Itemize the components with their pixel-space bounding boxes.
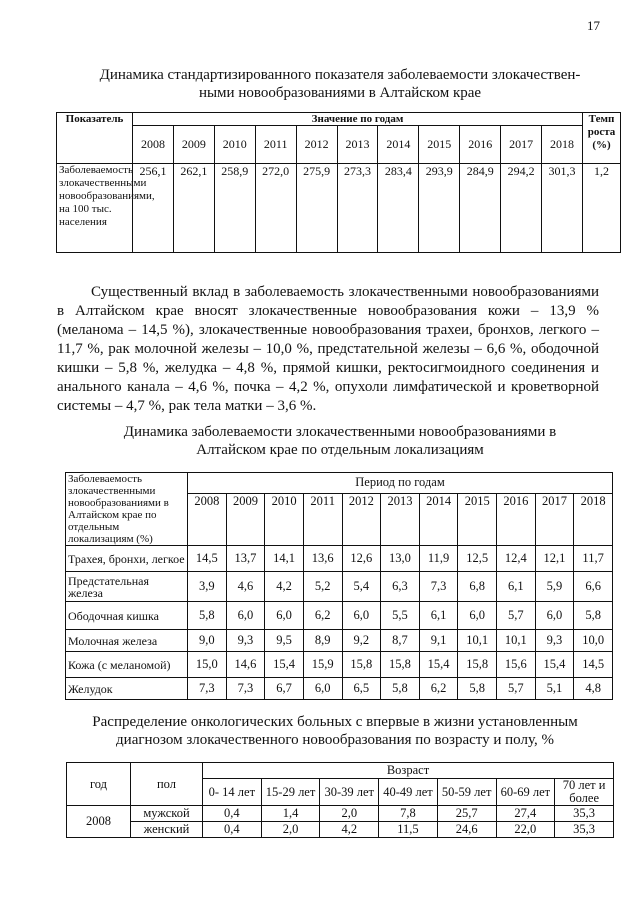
age-group-header: 0- 14 лет [203, 779, 262, 806]
table-row [66, 572, 613, 602]
age-group-header: 70 лет и более [555, 779, 614, 806]
value-cell: 9,5 [265, 630, 304, 652]
value-cell: 9,2 [342, 630, 381, 652]
value-cell: 272,0 [255, 164, 296, 253]
value-cell: 12,1 [535, 546, 574, 572]
age-sex-distribution-table [66, 762, 614, 838]
table-row [67, 806, 614, 822]
header-year: год [67, 763, 131, 806]
value-cell: 13,7 [226, 546, 265, 572]
year-header: 2010 [265, 493, 304, 545]
value-cell: 15,6 [497, 652, 536, 678]
value-cell: 5,7 [497, 602, 536, 630]
age-group-header: 40-49 лет [379, 779, 438, 806]
year-header: 2018 [542, 126, 583, 164]
year-header: 2011 [255, 126, 296, 164]
value-cell: 6,5 [342, 678, 381, 700]
paragraph-text: Существенный вклад в заболеваемость злокачественными новообразованиями в Алтайском крае вносят злокачественные новообразования кожи – 13,9 % (меланома – 14,5 %), злокачественные новообразования трахеи, бронхов, легкого – 11,7 %, рак молочной железы – 10,0 %, предстательной железы – 6,6 %, ободочной кишки – 5,8 %, желудка – 4,8 %, прямой кишки, ректосигмоидного соединения и анального канала – 4,6 %, почка – 4,2 %, опухоли лимфатической и кроветворной системы – 4,7 %, рак тела матки – 3,6 %. [57, 284, 599, 414]
value-cell: 11,9 [419, 546, 458, 572]
value-cell: 6,1 [497, 572, 536, 602]
value-cell: 256,1 [133, 164, 174, 253]
standardized-incidence-table [56, 112, 621, 253]
year-header: 2014 [419, 493, 458, 545]
value-cell: 8,7 [381, 630, 420, 652]
value-cell: 12,6 [342, 546, 381, 572]
value-cell: 258,9 [214, 164, 255, 253]
value-cell: 5,8 [458, 678, 497, 700]
year-header: 2009 [173, 126, 214, 164]
value-cell: 5,8 [381, 678, 420, 700]
value-cell: 25,7 [437, 806, 496, 822]
value-cell: 4,2 [265, 572, 304, 602]
value-cell: 3,9 [188, 572, 227, 602]
table-row [66, 630, 613, 652]
value-cell: 12,5 [458, 546, 497, 572]
value-cell: 262,1 [173, 164, 214, 253]
row-label: Трахея, бронхи, легкое [66, 546, 188, 572]
value-cell: 7,3 [419, 572, 458, 602]
value-cell: 15,4 [419, 652, 458, 678]
age-group-header: 15-29 лет [261, 779, 320, 806]
value-cell: 2,0 [261, 822, 320, 838]
value-cell: 4,2 [320, 822, 379, 838]
value-cell: 7,3 [188, 678, 227, 700]
year-header: 2015 [419, 126, 460, 164]
table2-title: Динамика заболеваемости злокачественными новообразованиями в Алтайском крае по отдельным локализациям [123, 424, 557, 458]
value-cell: 12,4 [497, 546, 536, 572]
value-cell: 22,0 [496, 822, 555, 838]
value-cell: 293,9 [419, 164, 460, 253]
incidence-by-localization-table [65, 472, 613, 700]
value-cell: 14,5 [188, 546, 227, 572]
year-header: 2014 [378, 126, 419, 164]
year-header: 2008 [188, 493, 227, 545]
value-cell: 6,0 [458, 602, 497, 630]
growth-cell: 1,2 [583, 164, 621, 253]
value-cell: 24,6 [437, 822, 496, 838]
year-header: 2013 [381, 493, 420, 545]
table-row [66, 652, 613, 678]
row-label: Предстательная железа [66, 572, 188, 602]
row-label: Ободочная кишка [66, 602, 188, 630]
sex-cell: мужской [131, 806, 203, 822]
value-cell: 283,4 [378, 164, 419, 253]
value-cell: 35,3 [555, 806, 614, 822]
year-header: 2013 [337, 126, 378, 164]
value-cell: 0,4 [203, 822, 262, 838]
age-group-header: 30-39 лет [320, 779, 379, 806]
value-cell: 10,1 [458, 630, 497, 652]
value-cell: 6,0 [265, 602, 304, 630]
value-cell: 15,0 [188, 652, 227, 678]
value-cell: 6,2 [419, 678, 458, 700]
value-cell: 284,9 [460, 164, 501, 253]
value-cell: 14,1 [265, 546, 304, 572]
value-cell: 6,0 [342, 602, 381, 630]
header-age: Возраст [203, 763, 614, 779]
value-cell: 11,5 [379, 822, 438, 838]
value-cell: 8,9 [303, 630, 342, 652]
year-header: 2010 [214, 126, 255, 164]
value-cell: 15,8 [342, 652, 381, 678]
sex-cell: женский [131, 822, 203, 838]
value-cell: 0,4 [203, 806, 262, 822]
year-header: 2017 [501, 126, 542, 164]
value-cell: 4,6 [226, 572, 265, 602]
year-header: 2016 [497, 493, 536, 545]
value-cell: 7,8 [379, 806, 438, 822]
value-cell: 301,3 [542, 164, 583, 253]
value-cell: 5,5 [381, 602, 420, 630]
value-cell: 14,5 [574, 652, 613, 678]
table-row [66, 546, 613, 572]
year-header: 2016 [460, 126, 501, 164]
value-cell: 5,9 [535, 572, 574, 602]
row-label: Молочная железа [66, 630, 188, 652]
table3-title: Распределение онкологических больных с впервые в жизни установленным диагнозом злокачественного новообразования по возрасту и полу, % [92, 714, 578, 748]
year-header: 2011 [303, 493, 342, 545]
value-cell: 6,0 [226, 602, 265, 630]
value-cell: 5,2 [303, 572, 342, 602]
value-cell: 13,6 [303, 546, 342, 572]
value-cell: 7,3 [226, 678, 265, 700]
year-header: 2008 [133, 126, 174, 164]
table1-title: Динамика стандартизированного показателя заболеваемости злокачествен-ными новообразованиями в Алтайском крае [99, 67, 581, 101]
year-header: 2017 [535, 493, 574, 545]
row-label: Желудок [66, 678, 188, 700]
value-cell: 9,3 [226, 630, 265, 652]
table-row [67, 822, 614, 838]
age-group-header: 60-69 лет [496, 779, 555, 806]
header-localization: Заболеваемость злокачественными новообразованиями в Алтайском крае по отдельным локализациям (%) [66, 473, 188, 546]
value-cell: 6,0 [303, 678, 342, 700]
value-cell: 14,6 [226, 652, 265, 678]
year-cell: 2008 [67, 806, 131, 838]
value-cell: 5,8 [574, 602, 613, 630]
year-header: 2009 [226, 493, 265, 545]
age-group-header: 50-59 лет [437, 779, 496, 806]
header-period: Период по годам [188, 473, 613, 494]
value-cell: 5,1 [535, 678, 574, 700]
value-cell: 9,0 [188, 630, 227, 652]
value-cell: 15,8 [458, 652, 497, 678]
value-cell: 273,3 [337, 164, 378, 253]
value-cell: 294,2 [501, 164, 542, 253]
header-growth-rate: Темп роста (%) [583, 113, 621, 164]
value-cell: 1,4 [261, 806, 320, 822]
value-cell: 6,2 [303, 602, 342, 630]
value-cell: 275,9 [296, 164, 337, 253]
value-cell: 27,4 [496, 806, 555, 822]
header-indicator: Показатель [57, 113, 133, 164]
year-header: 2015 [458, 493, 497, 545]
year-header: 2012 [342, 493, 381, 545]
value-cell: 10,0 [574, 630, 613, 652]
value-cell: 15,9 [303, 652, 342, 678]
value-cell: 4,8 [574, 678, 613, 700]
value-cell: 5,4 [342, 572, 381, 602]
table-row [66, 602, 613, 630]
value-cell: 15,8 [381, 652, 420, 678]
value-cell: 6,8 [458, 572, 497, 602]
row-label: Заболеваемость злокачественными новообразованиями, на 100 тыс. населения [57, 164, 133, 253]
page-number: 17 [587, 18, 600, 33]
value-cell: 9,3 [535, 630, 574, 652]
value-cell: 2,0 [320, 806, 379, 822]
value-cell: 6,3 [381, 572, 420, 602]
value-cell: 35,3 [555, 822, 614, 838]
value-cell: 11,7 [574, 546, 613, 572]
value-cell: 6,0 [535, 602, 574, 630]
incidence-paragraph [57, 283, 599, 416]
value-cell: 5,8 [188, 602, 227, 630]
value-cell: 13,0 [381, 546, 420, 572]
value-cell: 6,6 [574, 572, 613, 602]
value-cell: 6,1 [419, 602, 458, 630]
value-cell: 5,7 [497, 678, 536, 700]
row-label: Кожа (с меланомой) [66, 652, 188, 678]
value-cell: 15,4 [265, 652, 304, 678]
value-cell: 6,7 [265, 678, 304, 700]
value-cell: 10,1 [497, 630, 536, 652]
header-sex: пол [131, 763, 203, 806]
value-cell: 15,4 [535, 652, 574, 678]
year-header: 2018 [574, 493, 613, 545]
table-row [66, 678, 613, 700]
value-cell: 9,1 [419, 630, 458, 652]
header-value-by-years: Значение по годам [133, 113, 583, 126]
year-header: 2012 [296, 126, 337, 164]
